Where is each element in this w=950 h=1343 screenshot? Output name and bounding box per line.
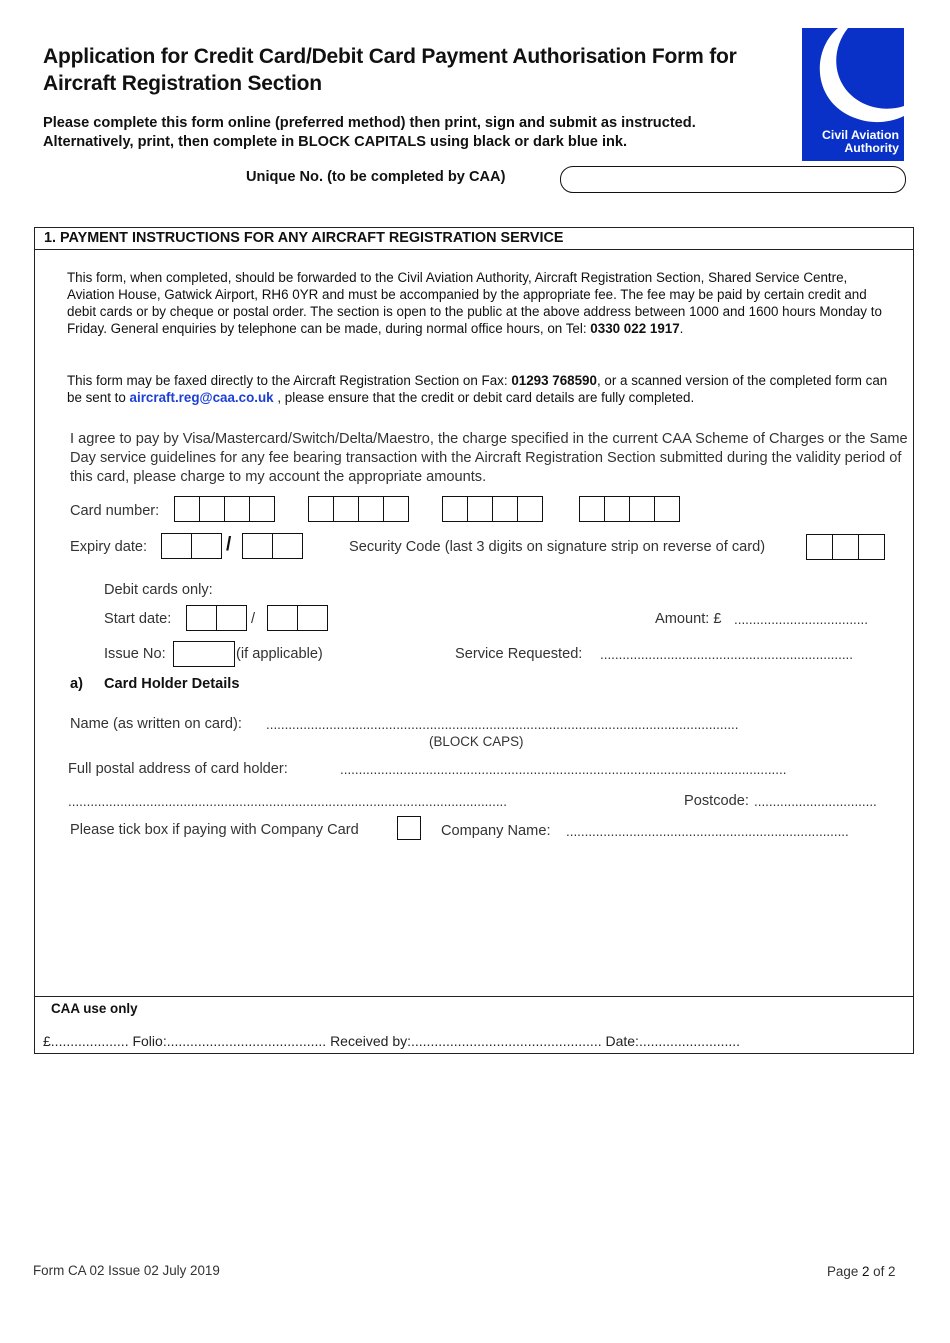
- postcode-label: Postcode:: [684, 793, 749, 809]
- card-number-group-4[interactable]: [579, 496, 680, 522]
- digit-box[interactable]: [224, 496, 250, 522]
- digit-box[interactable]: [267, 605, 298, 631]
- section-title: 1. PAYMENT INSTRUCTIONS FOR ANY AIRCRAFT REGISTRATION SERVICE: [44, 230, 564, 246]
- logo-text-line-1: Civil Aviation: [822, 128, 899, 142]
- caa-use-divider: [34, 996, 914, 997]
- fax-mid: , or a scanned version of the completed form can be sent to: [67, 373, 888, 405]
- instructions-line-1: Please complete this form online (preferred method) then print, sign and submit as instructed.: [43, 115, 696, 131]
- digit-box[interactable]: [806, 534, 833, 560]
- digit-box[interactable]: [629, 496, 655, 522]
- digit-box[interactable]: [467, 496, 493, 522]
- start-date-label: Start date:: [104, 611, 172, 627]
- digit-box[interactable]: [492, 496, 518, 522]
- digit-box[interactable]: [199, 496, 225, 522]
- digit-box[interactable]: [333, 496, 359, 522]
- section-header-divider: [34, 249, 914, 250]
- company-card-label: Please tick box if paying with Company Card: [70, 822, 359, 838]
- fax-end: , please ensure that the credit or debit card details are fully completed.: [273, 390, 695, 405]
- forwarding-end: .: [679, 321, 684, 336]
- name-field[interactable]: ...............................................................................................................................: [266, 717, 739, 732]
- card-holder-title: Card Holder Details: [104, 676, 240, 692]
- company-card-checkbox[interactable]: [397, 816, 421, 840]
- digit-box[interactable]: [186, 605, 217, 631]
- expiry-month-boxes[interactable]: [161, 533, 222, 559]
- digit-box[interactable]: [161, 533, 192, 559]
- company-name-field[interactable]: ............................................................................: [566, 824, 849, 839]
- section-frame: [34, 227, 914, 1054]
- unique-number-field[interactable]: [560, 166, 906, 193]
- digit-box[interactable]: [272, 533, 303, 559]
- digit-box[interactable]: [191, 533, 222, 559]
- start-slash: /: [251, 611, 256, 627]
- digit-box[interactable]: [579, 496, 605, 522]
- service-requested-label: Service Requested:: [455, 646, 583, 662]
- start-year-boxes[interactable]: [267, 605, 328, 631]
- postal-address-field[interactable]: ........................................................................................................................: [340, 762, 787, 777]
- card-holder-letter: a): [70, 676, 83, 692]
- caa-use-line: £.................... Folio:......................................... Received by:................................................. Date:..........................: [43, 1033, 741, 1049]
- fax-number: 01293 768590: [511, 373, 597, 388]
- page-prefix: Page: [827, 1264, 862, 1279]
- digit-box[interactable]: [383, 496, 409, 522]
- forwarding-text: This form, when completed, should be forwarded to the Civil Aviation Authority, Aircraft Registration Section, Shared Service Centre, Aviation House, Gatwick Airport, RH6 0YR and must be accompanied by the appropriate fee. The fee may be paid by certain credit and debit cards or by cheque or postal order. The section is open to the public at the above address between 1000 and 1600 hours Monday to Friday. General enquiries by telephone can be made, during normal office hours, on Tel:: [67, 270, 882, 336]
- page-suffix: of 2: [869, 1264, 896, 1279]
- amount-label: Amount: £: [655, 611, 722, 627]
- postal-address-field-line-2[interactable]: ......................................................................................................................: [68, 794, 508, 809]
- digit-box[interactable]: [216, 605, 247, 631]
- issue-number-box[interactable]: [173, 641, 235, 667]
- page-current: 2: [862, 1264, 870, 1279]
- issue-number-label: Issue No:: [104, 646, 166, 662]
- security-code-label: Security Code (last 3 digits on signature strip on reverse of card): [349, 539, 766, 555]
- digit-box[interactable]: [517, 496, 543, 522]
- card-number-group-2[interactable]: [308, 496, 409, 522]
- postal-address-label: Full postal address of card holder:: [68, 761, 288, 777]
- amount-field[interactable]: ....................................: [734, 612, 868, 627]
- digit-box[interactable]: [242, 533, 273, 559]
- block-caps-hint: (BLOCK CAPS): [429, 734, 524, 749]
- digit-box[interactable]: [249, 496, 275, 522]
- company-name-label: Company Name:: [441, 823, 551, 839]
- page-title: Application for Credit Card/Debit Card Payment Authorisation Form for Aircraft Registration Section: [43, 45, 737, 95]
- fax-text: This form may be faxed directly to the Aircraft Registration Section on Fax:: [67, 373, 512, 388]
- instructions: [43, 114, 803, 152]
- digit-box[interactable]: [358, 496, 384, 522]
- form-identifier: Form CA 02 Issue 02 July 2019: [33, 1263, 220, 1278]
- digit-box[interactable]: [308, 496, 334, 522]
- digit-box[interactable]: [442, 496, 468, 522]
- expiry-slash: /: [226, 534, 232, 555]
- caa-logo: [802, 28, 904, 161]
- unique-number-label: Unique No. (to be completed by CAA): [246, 169, 506, 185]
- debit-cards-only-label: Debit cards only:: [104, 582, 213, 598]
- expiry-date-label: Expiry date:: [70, 539, 148, 555]
- issue-number-hint: (if applicable): [236, 646, 323, 662]
- service-requested-field[interactable]: ....................................................................: [600, 647, 853, 662]
- phone-number: 0330 022 1917: [590, 321, 680, 336]
- digit-box[interactable]: [174, 496, 200, 522]
- email-link[interactable]: aircraft.reg@caa.co.uk: [129, 390, 274, 405]
- digit-box[interactable]: [654, 496, 680, 522]
- digit-box[interactable]: [297, 605, 328, 631]
- caa-use-title: CAA use only: [51, 1001, 138, 1016]
- security-code-boxes[interactable]: [806, 534, 885, 560]
- postcode-field[interactable]: .................................: [754, 794, 877, 809]
- card-number-group-1[interactable]: [174, 496, 275, 522]
- page-number: [827, 1264, 896, 1279]
- logo-text-line-2: Authority: [844, 141, 899, 155]
- fax-paragraph: [67, 372, 897, 406]
- expiry-year-boxes[interactable]: [242, 533, 303, 559]
- forwarding-paragraph: [67, 269, 897, 337]
- start-month-boxes[interactable]: [186, 605, 247, 631]
- card-number-label: Card number:: [70, 503, 160, 519]
- name-label: Name (as written on card):: [70, 716, 242, 732]
- digit-box[interactable]: [832, 534, 859, 560]
- instructions-line-2: Alternatively, print, then complete in BLOCK CAPITALS using black or dark blue ink.: [43, 134, 628, 150]
- agreement-text: I agree to pay by Visa/Mastercard/Switch/Delta/Maestro, the charge specified in the current CAA Scheme of Charges or the Same Day service guidelines for any fee bearing transaction with the Aircraft Registration Section submitted during the validity period of this card, please charge to my account the appropriate amounts.: [70, 431, 908, 485]
- card-number-group-3[interactable]: [442, 496, 543, 522]
- digit-box[interactable]: [858, 534, 885, 560]
- digit-box[interactable]: [604, 496, 630, 522]
